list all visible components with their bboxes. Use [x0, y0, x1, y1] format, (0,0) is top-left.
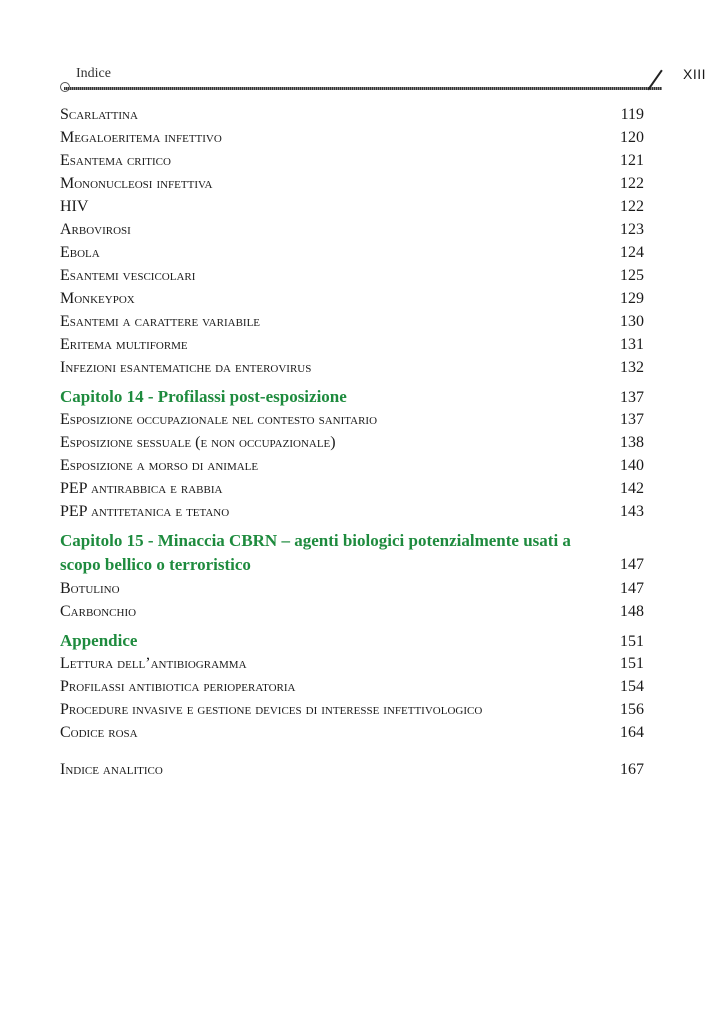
toc-entry-title: Esposizione occupazionale nel contesto sanitario: [60, 411, 378, 428]
toc-entry[interactable]: [60, 652, 644, 675]
toc-entry[interactable]: [60, 218, 644, 241]
toc-page-number: 123: [620, 221, 644, 238]
toc-page-number: 132: [620, 359, 644, 376]
toc-page-number: 137: [620, 389, 644, 406]
toc-entry[interactable]: [60, 103, 644, 126]
toc-entry-title: Lettura dell’antibiogramma: [60, 655, 247, 672]
toc-page-number: 124: [620, 244, 644, 261]
toc-entry-title: Codice rosa: [60, 724, 138, 741]
toc-entry[interactable]: [60, 287, 644, 310]
toc-chapter[interactable]: [60, 629, 644, 652]
toc-page-number: 143: [620, 503, 644, 520]
toc-entry[interactable]: [60, 149, 644, 172]
toc-entry-title: Esantema critico: [60, 152, 171, 169]
toc-page-number: 119: [620, 106, 644, 123]
toc-entry[interactable]: [60, 195, 644, 218]
toc-page-number: 142: [620, 480, 644, 497]
toc-chapter[interactable]: [60, 529, 644, 577]
toc-entry-title: Megaloeritema infettivo: [60, 129, 222, 146]
toc-entry[interactable]: [60, 577, 644, 600]
toc-page-number: 137: [620, 411, 644, 428]
toc-page-number: 138: [620, 434, 644, 451]
toc-entry-title: Ebola: [60, 244, 100, 261]
toc-entry-title: Eritema multiforme: [60, 336, 188, 353]
toc-entry-title: Esantemi vescicolari: [60, 267, 196, 284]
toc-page-number: 131: [620, 336, 644, 353]
table-of-contents: [60, 103, 644, 781]
toc-entry-title: Botulino: [60, 580, 120, 597]
toc-entry-title: Esposizione sessuale (e non occupazionale): [60, 434, 336, 451]
toc-page-number: 151: [620, 633, 644, 650]
toc-entry-title: Scarlattina: [60, 106, 138, 123]
toc-entry[interactable]: [60, 172, 644, 195]
toc-chapter-title: Capitolo 15 - Minaccia CBRN – agenti biologici potenzialmente usati a scopo bellico o terroristico: [60, 531, 571, 574]
toc-entry-title: Mononucleosi infettiva: [60, 175, 213, 192]
page-header: [60, 60, 706, 100]
toc-page-number: 156: [620, 701, 644, 718]
toc-page-number: 164: [620, 724, 644, 741]
toc-entry[interactable]: [60, 600, 644, 623]
toc-entry[interactable]: [60, 408, 644, 431]
toc-entry[interactable]: [60, 310, 644, 333]
toc-page-number: 154: [620, 678, 644, 695]
toc-page-number: 122: [620, 198, 644, 215]
toc-entry[interactable]: [60, 758, 644, 781]
header-rule: [64, 87, 662, 90]
toc-entry-title: PEP antirabbica e rabbia: [60, 480, 223, 497]
toc-entry[interactable]: [60, 477, 644, 500]
toc-page-number: 151: [620, 655, 644, 672]
toc-entry[interactable]: [60, 333, 644, 356]
toc-page-number: 125: [620, 267, 644, 284]
toc-page-number: 147: [620, 556, 644, 573]
toc-entry-title: HIV: [60, 198, 89, 215]
toc-page-number: 122: [620, 175, 644, 192]
toc-entry-title: PEP antitetanica e tetano: [60, 503, 230, 520]
toc-entry[interactable]: [60, 241, 644, 264]
toc-page-number: 147: [620, 580, 644, 597]
toc-entry-title: Monkeypox: [60, 290, 135, 307]
toc-entry-title: Indice analitico: [60, 761, 163, 778]
toc-page-number: 129: [620, 290, 644, 307]
toc-chapter[interactable]: [60, 385, 644, 408]
toc-entry[interactable]: [60, 721, 644, 744]
toc-entry[interactable]: [60, 356, 644, 379]
toc-entry-title: Esantemi a carattere variabile: [60, 313, 261, 330]
toc-entry[interactable]: [60, 126, 644, 149]
page-number: XIII: [682, 66, 706, 82]
toc-page-number: 121: [620, 152, 644, 169]
toc-entry-title: Carbonchio: [60, 603, 137, 620]
toc-page-number: 120: [620, 129, 644, 146]
toc-entry[interactable]: [60, 675, 644, 698]
toc-chapter-title: Appendice: [60, 631, 138, 650]
toc-entry-title: Profilassi antibiotica perioperatoria: [60, 678, 296, 695]
toc-entry[interactable]: [60, 500, 644, 523]
toc-entry[interactable]: [60, 698, 644, 721]
section-gap: [60, 744, 644, 758]
toc-entry[interactable]: [60, 454, 644, 477]
toc-page-number: 140: [620, 457, 644, 474]
toc-page-number: 148: [620, 603, 644, 620]
toc-page-number: 130: [620, 313, 644, 330]
running-header-title: Indice: [76, 66, 111, 81]
toc-entry-title: Esposizione a morso di animale: [60, 457, 259, 474]
toc-entry[interactable]: [60, 264, 644, 287]
toc-entry-title: Arbovirosi: [60, 221, 131, 238]
toc-page-number: 167: [620, 761, 644, 778]
toc-entry[interactable]: [60, 431, 644, 454]
toc-entry-title: Procedure invasive e gestione devices di interesse infettivologico: [60, 701, 483, 718]
toc-chapter-title: Capitolo 14 - Profilassi post-esposizione: [60, 387, 347, 406]
toc-entry-title: Infezioni esantematiche da enterovirus: [60, 359, 312, 376]
